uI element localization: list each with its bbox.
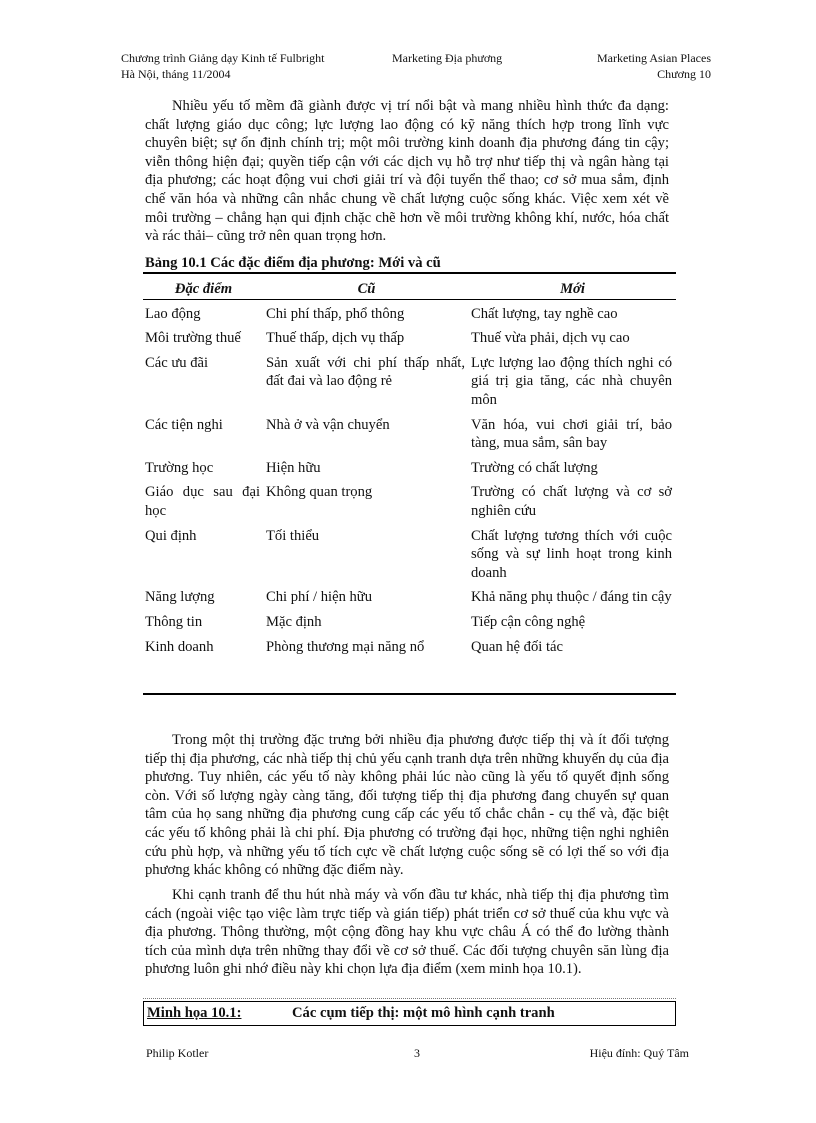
cell-old: Mặc định xyxy=(266,613,322,630)
header-center: Marketing Địa phương xyxy=(392,51,503,65)
cell-new: Trường có chất lượng và cơ sở nghiên cứu xyxy=(471,484,672,519)
tax-base-paragraph: Khi cạnh tranh để thu hút nhà máy và vốn đầu tư khác, nhà tiếp thị địa phương tìm cách (ngoài việc tạo việc làm trực tiếp và gián tiếp) phát triển cơ sở thuế của khu vực và địa phương. Thông thường, một cộng đồng hay khu vực châu Á có thể đo lường thành tích của mình dựa trên những thay đổi về cơ sở thuế. Các đối tượng chuyên săn lùng địa phương luôn ghi nhớ điều này khi chọn lựa địa điểm (xem minh họa 10.1). xyxy=(145,887,669,978)
header-course: Marketing Asian Places xyxy=(597,51,711,65)
table-row xyxy=(143,638,676,663)
page-number: 3 xyxy=(414,1046,420,1060)
cell-new: Chất lượng, tay nghề cao xyxy=(471,305,618,322)
table-row xyxy=(143,305,676,330)
cell-characteristic: Thông tin xyxy=(145,613,203,630)
cell-old: Sản xuất với chi phí thấp nhất, đất đai và lao động rẻ xyxy=(266,354,465,390)
cell-old: Hiện hữu xyxy=(266,459,321,476)
table-caption: Bảng 10.1 Các đặc điểm địa phương: Mới và cũ xyxy=(145,255,441,271)
table-row xyxy=(143,329,676,354)
table-row xyxy=(143,416,676,459)
table-row xyxy=(143,588,676,613)
cell-new: Quan hệ đối tác xyxy=(471,638,563,655)
cell-new: Trường có chất lượng xyxy=(471,459,598,476)
cell-characteristic: Giáo dục sau đại học xyxy=(145,484,260,519)
header-characteristic: Đặc điểm xyxy=(174,281,233,297)
table-row xyxy=(143,459,676,484)
cell-new: Văn hóa, vui chơi giải trí, bảo tàng, mua sắm, sân bay xyxy=(471,416,672,452)
cell-characteristic: Lao động xyxy=(145,305,201,322)
header-date: Hà Nội, tháng 11/2004 xyxy=(121,67,231,81)
table-row xyxy=(143,613,676,638)
characteristics-table xyxy=(143,280,676,662)
cell-new: Thuế vừa phải, dịch vụ cao xyxy=(471,330,630,347)
illustration-title: Các cụm tiếp thị: một mô hình cạnh tranh xyxy=(292,1005,555,1021)
footer-editor: Hiệu đính: Quý Tâm xyxy=(589,1046,689,1060)
cell-characteristic: Trường học xyxy=(145,459,214,476)
illustration-box xyxy=(143,1001,676,1026)
cell-old: Chi phí thấp, phổ thông xyxy=(266,305,405,322)
competition-paragraph: Trong một thị trường đặc trưng bởi nhiều địa phương được tiếp thị và ít đối tượng tiếp thị địa phương, các nhà tiếp thị chủ yếu cạnh tranh dựa trên những khuyến dụ của địa phương. Tuy nhiên, các yếu tố này không phải lúc nào cũng là yếu tố quyết định sống còn. Với số lượng ngày càng tăng, đối tượng tiếp thị địa phương đang chuyển sự quan tâm của họ sang những địa phương cung cấp các yếu tố chắc chắn - cụ thể và, đặc biệt các yếu tố không phải là chi phí. Địa phương có trường đại học, những tiện nghi nghiên cứu phù hợp, và những yếu tố tích cực về chất lượng cuộc sống sẽ có lợi thế so với địa phương khác không có những đặc điểm này. xyxy=(145,732,669,879)
header-program: Chương trình Giảng dạy Kinh tế Fulbright xyxy=(121,51,325,65)
cell-new: Khả năng phụ thuộc / đáng tin cậy xyxy=(471,589,672,606)
table-row xyxy=(143,354,676,416)
table-header-row xyxy=(143,280,676,300)
header-new: Mới xyxy=(560,281,585,297)
illustration-label: Minh họa 10.1: xyxy=(147,1005,242,1021)
intro-paragraph: Nhiều yếu tố mềm đã giành được vị trí nổi bật và mang nhiều hình thức đa dạng: chất lượng giáo dục công; lực lượng lao động có kỹ năng thích hợp trong lĩnh vực chuyên biệt; sự ổn định chính trị; một môi trường kinh doanh địa phương đáng tin cậy; viễn thông hiện đại; quyền tiếp cận với các dịch vụ hỗ trợ như tiếp thị và ngân hàng tại địa phương; các hoạt động vui chơi giải trí và đội tuyển thể thao; cơ sở mua sắm, định chế văn hóa và những cân nhắc chung về chất lượng cuộc sống khác. Việc xem xét về môi trường – chẳng hạn qui định chặc chẽ hơn về môi trường không khí, nước, hóa chất và rác thải– cũng trở nên quan trọng hơn. xyxy=(145,98,669,245)
table-row xyxy=(143,527,676,589)
table-top-rule xyxy=(143,272,676,274)
cell-new: Tiếp cận công nghệ xyxy=(471,613,586,630)
box-dotted-rule xyxy=(143,998,676,999)
cell-characteristic: Môi trường thuế xyxy=(145,330,241,347)
table-row xyxy=(143,483,676,526)
cell-characteristic: Các ưu đãi xyxy=(145,354,209,371)
cell-characteristic: Kinh doanh xyxy=(145,638,214,655)
header-right xyxy=(597,50,711,82)
cell-old: Không quan trọng xyxy=(266,484,373,501)
header-old: Cũ xyxy=(357,281,376,297)
cell-old: Chi phí / hiện hữu xyxy=(266,589,373,606)
cell-old: Thuế thấp, dịch vụ thấp xyxy=(266,330,405,347)
cell-new: Lực lượng lao động thích nghi có giá trị gia tăng, các nhà chuyên môn xyxy=(471,354,672,408)
cell-old: Nhà ở và vận chuyển xyxy=(266,416,390,433)
cell-characteristic: Năng lượng xyxy=(145,589,215,606)
table-bottom-rule xyxy=(143,693,676,695)
cell-characteristic: Qui định xyxy=(145,527,197,544)
cell-new: Chất lượng tương thích với cuộc sống và sự linh hoạt trong kinh doanh xyxy=(471,527,672,581)
cell-old: Phòng thương mại năng nổ xyxy=(266,638,425,655)
header-chapter: Chương 10 xyxy=(657,67,711,81)
header-left xyxy=(121,50,325,82)
cell-characteristic: Các tiện nghi xyxy=(145,416,223,433)
footer-author: Philip Kotler xyxy=(146,1046,209,1060)
cell-old: Tối thiểu xyxy=(266,527,320,544)
